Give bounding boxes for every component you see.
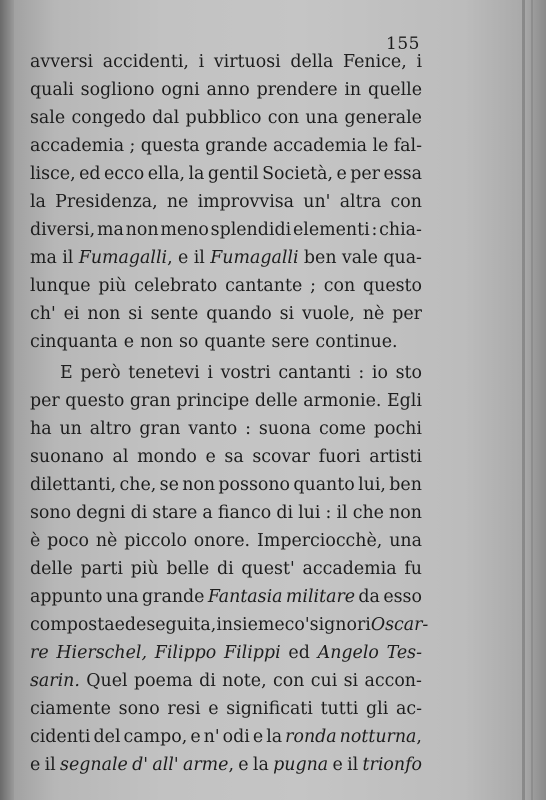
word: ed	[114, 615, 137, 635]
word: ha	[30, 419, 52, 439]
word: il	[62, 248, 74, 268]
word: insieme	[216, 615, 285, 635]
word: onore.	[193, 531, 251, 551]
word: diversi,	[30, 220, 96, 240]
word: un	[59, 419, 82, 439]
word: quali	[30, 80, 74, 100]
word: qua-	[383, 248, 422, 268]
word: anno	[206, 80, 250, 100]
word: nè	[95, 531, 118, 551]
word: dilettanti,	[30, 475, 117, 495]
word: del	[93, 727, 121, 747]
word: ben	[303, 248, 337, 268]
page-number: 155	[386, 34, 420, 54]
word: esso	[383, 587, 422, 607]
word: più	[130, 559, 159, 579]
text-line	[30, 611, 429, 639]
word: belle	[166, 559, 210, 579]
word: per	[30, 391, 60, 411]
word: gran	[139, 419, 181, 439]
word: signori	[309, 615, 371, 635]
word: per	[350, 164, 380, 184]
word: vale	[341, 248, 378, 268]
word: tutti	[320, 699, 359, 719]
word: degni	[76, 503, 126, 523]
word: improvvisa	[197, 192, 295, 212]
word: scovar	[252, 447, 310, 467]
word: celebrato	[134, 276, 218, 296]
word: ;	[129, 136, 136, 156]
word: una	[305, 108, 339, 128]
word: se	[159, 475, 179, 495]
word: notturna,	[339, 727, 422, 747]
word: suona	[258, 419, 312, 439]
word: a	[202, 503, 213, 523]
word: fuori	[318, 447, 361, 467]
word: la	[188, 164, 205, 184]
word: sere	[271, 332, 310, 352]
word: campo,	[123, 727, 188, 747]
word: pugna	[273, 755, 329, 775]
word: elementi	[292, 220, 370, 240]
word: grande	[142, 587, 205, 607]
page-left-edge	[0, 0, 14, 800]
word: questo	[65, 391, 125, 411]
text-line	[30, 387, 422, 415]
word: generale	[344, 108, 422, 128]
word: le	[372, 136, 389, 156]
text-line	[30, 328, 422, 356]
word: Fumagalli	[210, 248, 299, 268]
word: note,	[222, 671, 267, 691]
word: meno	[160, 220, 209, 240]
word: tenetevi	[128, 363, 200, 383]
word: accademia	[272, 136, 368, 156]
word: significati	[226, 699, 313, 719]
word: non	[389, 503, 422, 523]
word: Presidenza,	[55, 192, 158, 212]
word: più	[98, 276, 127, 296]
word: con	[272, 671, 305, 691]
text-line	[30, 104, 422, 132]
word: possono	[218, 475, 291, 495]
word: il	[347, 755, 359, 775]
word: Oscar-	[370, 615, 429, 635]
word: si	[343, 671, 359, 691]
word: delle	[30, 559, 73, 579]
word: questo	[362, 276, 422, 296]
word: con	[323, 276, 356, 296]
word: nè	[362, 304, 385, 324]
text-line	[30, 639, 422, 667]
page-right-rule	[522, 0, 525, 800]
text-line	[30, 415, 422, 443]
word: Filippo	[154, 643, 217, 663]
word: suonano	[30, 447, 104, 467]
word: parti	[80, 559, 123, 579]
word: all'	[152, 755, 179, 775]
word: un'	[303, 192, 331, 212]
word: virtuosi	[213, 52, 281, 72]
word: arme,	[182, 755, 234, 775]
word: :	[245, 419, 251, 439]
word: al	[112, 447, 129, 467]
text-line	[30, 583, 422, 611]
text-line	[30, 300, 422, 328]
word: di	[216, 559, 234, 579]
word: altro	[89, 419, 132, 439]
word: i	[198, 52, 205, 72]
word: non	[182, 475, 216, 495]
word: non	[87, 304, 121, 324]
word: però	[80, 363, 121, 383]
word: e	[252, 727, 264, 747]
word: ei	[63, 304, 80, 324]
word: sarin.	[30, 671, 80, 691]
word: artisti	[369, 447, 422, 467]
word: non	[140, 332, 173, 352]
body-text	[30, 48, 429, 779]
word: :	[358, 363, 365, 383]
word: ma	[30, 248, 57, 268]
word: gran	[129, 391, 171, 411]
word: i	[207, 363, 213, 383]
word: so	[178, 332, 199, 352]
word: accidenti,	[102, 52, 189, 72]
word: odi	[222, 727, 250, 747]
word: poco	[47, 531, 89, 551]
word: con	[267, 108, 300, 128]
word: e	[336, 164, 347, 184]
word: splendidi	[210, 220, 292, 240]
word: e	[178, 248, 189, 268]
word: la	[30, 192, 46, 212]
word: ella,	[147, 164, 186, 184]
word: sto	[395, 363, 422, 383]
text-line	[30, 723, 422, 751]
word: di	[276, 503, 294, 523]
word: principe	[176, 391, 250, 411]
word: militare	[285, 587, 356, 607]
word: grande	[205, 136, 268, 156]
text-line	[30, 751, 422, 779]
word: quando	[206, 304, 272, 324]
word: lui,	[358, 475, 386, 495]
text-line	[30, 244, 422, 272]
word: mondo	[137, 447, 197, 467]
word: ed	[79, 164, 101, 184]
word: e	[190, 727, 201, 747]
word: Tes-	[386, 643, 422, 663]
word: e	[208, 699, 219, 719]
word: Fantasia	[207, 587, 283, 607]
text-line	[30, 132, 422, 160]
word: poema	[133, 671, 193, 691]
word: piccolo	[124, 531, 187, 551]
word: cantante	[225, 276, 303, 296]
text-line	[30, 76, 422, 104]
word: e	[332, 755, 343, 775]
word: gentil	[207, 164, 259, 184]
word: vanto	[188, 419, 238, 439]
word: per	[392, 304, 422, 324]
word: segnale	[60, 755, 128, 775]
text-line	[30, 555, 422, 583]
word: quante	[204, 332, 266, 352]
word: armonie.	[303, 391, 382, 411]
word: Egli	[386, 391, 422, 411]
text-line	[30, 471, 422, 499]
word: sono	[30, 503, 72, 523]
word: ma	[96, 220, 124, 240]
word: congedo	[71, 108, 146, 128]
word: pochi	[373, 419, 422, 439]
word: la	[266, 727, 283, 747]
page-right-rule-outer	[531, 0, 533, 800]
text-line	[30, 359, 422, 387]
word: sa	[224, 447, 244, 467]
word: Fenice,	[343, 52, 407, 72]
word: Quel	[86, 671, 128, 691]
word: e	[30, 755, 41, 775]
word: ne	[166, 192, 189, 212]
word: eseguita,	[136, 615, 217, 635]
word: Filippi	[224, 643, 281, 663]
text-line	[30, 443, 422, 471]
word: lunque	[30, 276, 91, 296]
word: accademia	[30, 136, 125, 156]
word: accademia	[302, 559, 397, 579]
word: sono	[118, 699, 160, 719]
word: di	[130, 503, 148, 523]
word: ecco	[103, 164, 145, 184]
word: che,	[119, 475, 157, 495]
word: sale	[30, 108, 66, 128]
word: dal	[152, 108, 180, 128]
word: d'	[132, 755, 149, 775]
word: n'	[203, 727, 220, 747]
word: :	[325, 503, 332, 523]
word: con	[390, 192, 422, 212]
word: fu	[404, 559, 422, 579]
word: è	[30, 531, 41, 551]
word: il	[336, 503, 348, 523]
text-line	[30, 272, 422, 300]
word: il	[44, 755, 56, 775]
word: essa	[383, 164, 422, 184]
word: ben	[389, 475, 422, 495]
text-line	[30, 216, 422, 244]
word: cinquanta	[30, 332, 118, 352]
word: e	[205, 447, 216, 467]
word: da	[358, 587, 380, 607]
word: Hierschel,	[56, 643, 147, 663]
word: di	[199, 671, 216, 691]
word: ac-	[395, 699, 422, 719]
word: una	[389, 531, 422, 551]
text-line	[30, 527, 422, 555]
word: quelle	[367, 80, 422, 100]
word: ogni	[161, 80, 200, 100]
word: co'	[284, 615, 310, 635]
word: chia-	[379, 220, 422, 240]
word: continue.	[315, 332, 398, 352]
text-line	[30, 499, 422, 527]
word: pubblico	[185, 108, 262, 128]
word: questa	[140, 136, 200, 156]
word: ch'	[30, 304, 56, 324]
word: della	[290, 52, 334, 72]
word: cui	[310, 671, 338, 691]
word: i	[416, 52, 422, 72]
word: vostri	[220, 363, 271, 383]
word: Angelo	[317, 643, 379, 663]
word: lisce,	[30, 164, 76, 184]
word: :	[371, 220, 378, 240]
word: una	[105, 587, 139, 607]
text-line	[30, 188, 422, 216]
word: io	[371, 363, 388, 383]
word: prendere	[256, 80, 338, 100]
word: fianco	[217, 503, 272, 523]
word: cidenti	[30, 727, 91, 747]
word: ed	[288, 643, 310, 663]
word: sente	[150, 304, 199, 324]
text-line	[30, 48, 422, 76]
word: e	[238, 755, 249, 775]
word: composta	[30, 615, 115, 635]
word: come	[318, 419, 366, 439]
word: si	[128, 304, 143, 324]
word: cantanti	[278, 363, 351, 383]
word: resi	[167, 699, 201, 719]
word: trionfo	[362, 755, 422, 775]
word: che	[352, 503, 384, 523]
word: ;	[310, 276, 316, 296]
word: la	[252, 755, 269, 775]
word: vuole,	[302, 304, 355, 324]
word: il	[193, 248, 205, 268]
word: avversi	[30, 52, 94, 72]
word: appunto	[30, 587, 103, 607]
word: quest'	[241, 559, 295, 579]
word: E	[60, 363, 73, 383]
word: e	[123, 332, 135, 352]
word: Fumagalli,	[78, 248, 173, 268]
word: Società,	[262, 164, 333, 184]
word: delle	[254, 391, 298, 411]
text-line	[30, 695, 422, 723]
word: ronda	[285, 727, 337, 747]
word: quanto	[293, 475, 355, 495]
word: non	[125, 220, 159, 240]
text-line	[30, 667, 422, 695]
word: ciamente	[30, 699, 111, 719]
word: fal-	[393, 136, 422, 156]
word: gli	[366, 699, 389, 719]
word: sogliono	[80, 80, 155, 100]
word: stare	[152, 503, 198, 523]
text-line	[30, 160, 422, 188]
word: Imperciocchè,	[256, 531, 383, 551]
word: re	[30, 643, 49, 663]
word: in	[344, 80, 362, 100]
word: accon-	[364, 671, 422, 691]
word: si	[279, 304, 295, 324]
word: altra	[339, 192, 382, 212]
word: lui	[298, 503, 321, 523]
